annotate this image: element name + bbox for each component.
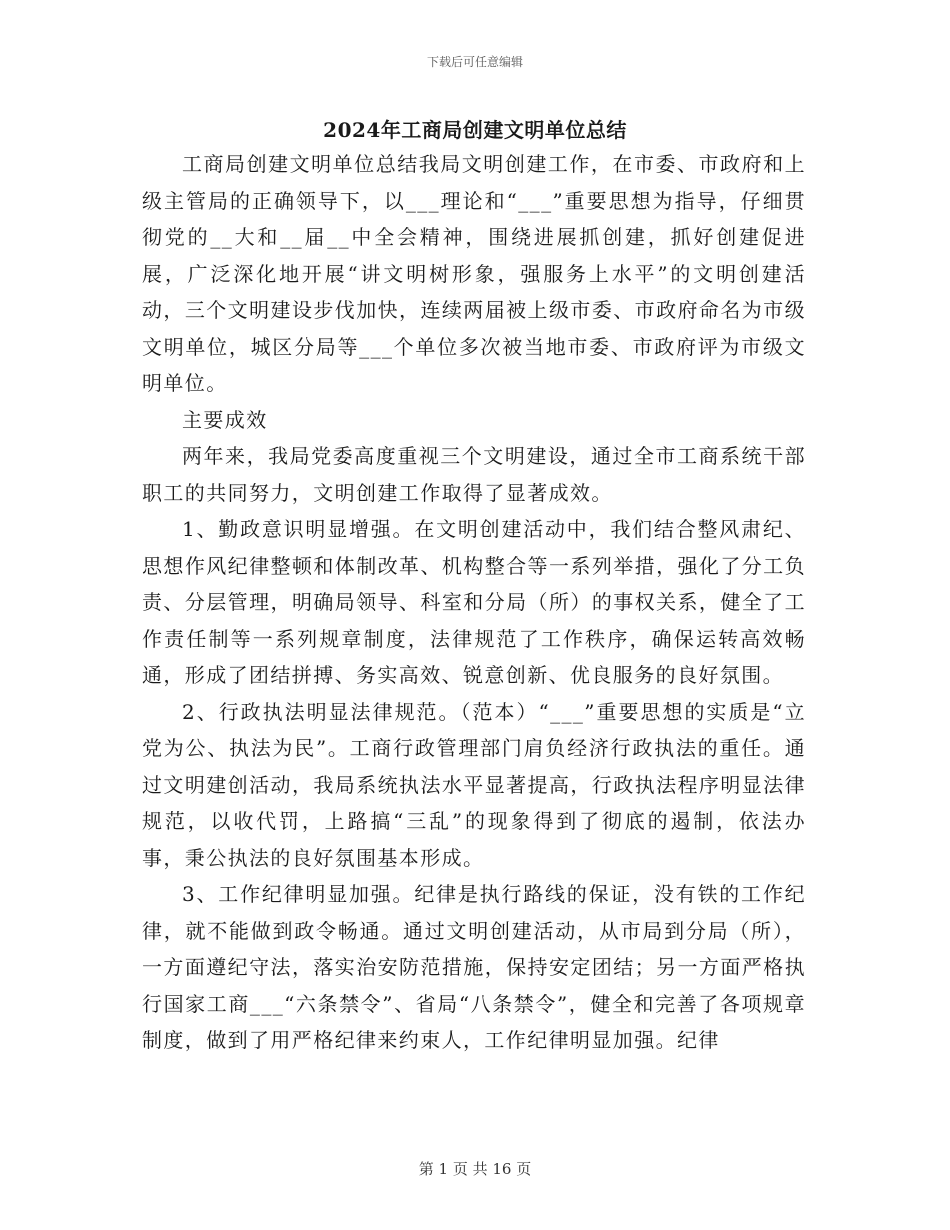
- paragraph-intro: 工商局创建文明单位总结我局文明创建工作，在市委、市政府和上级主管局的正确领导下，以___理论和“___”重要思想为指导，仔细贯彻党的__大和__届__中全会精神，围绕进展抓创建，抓好创建促进展，广泛深化地开展“讲文明树形象，强服务上水平”的文明创建活动，三个文明建设步伐加快，连续两届被上级市委、市政府命名为市级文明单位，城区分局等___个单位多次被当地市委、市政府评为市级文明单位。: [142, 152, 806, 395]
- document-title: 2024年工商局创建文明单位总结: [323, 118, 627, 142]
- paragraph-item-2: 2、行政执法明显法律规范。（范本）“___”重要思想的实质是“立党为公、执法为民”。工商行政管理部门肩负经济行政执法的重任。通过文明建创活动，我局系统执法水平显著提高，行政执法程序明显法律规范，以收代罚，上路搞“三乱”的现象得到了彻底的遏制，依法办事，秉公执法的良好氛围基本形成。: [142, 699, 806, 870]
- page-number: 第 1 页 共 16 页: [418, 1160, 532, 1178]
- header-note: 下载后可任意编辑: [426, 55, 523, 69]
- paragraph-overview: 两年来，我局党委高度重视三个文明建设，通过全市工商系统干部职工的共同努力，文明创建工作取得了显著成效。: [142, 444, 806, 505]
- paragraph-item-3: 3、工作纪律明显加强。纪律是执行路线的保证，没有铁的工作纪律，就不能做到政令畅通。通过文明创建活动，从市局到分局（所），一方面遵纪守法，落实治安防范措施，保持安定团结；另一方面严格执行国家工商___“六条禁令”、省局“八条禁令”，健全和完善了各项规章制度，做到了用严格纪律来约束人，工作纪律明显加强。纪律: [142, 882, 806, 1052]
- document-body: [142, 146, 806, 1059]
- paragraph-item-1: 1、勤政意识明显增强。在文明创建活动中，我们结合整风肃纪、思想作风纪律整顿和体制改革、机构整合等一系列举措，强化了分工负责、分层管理，明确局领导、科室和分局（所）的事权关系，健全了工作责任制等一系列规章制度，法律规范了工作秩序，确保运转高效畅通，形成了团结拼搏、务实高效、锐意创新、优良服务的良好氛围。: [142, 517, 806, 687]
- paragraph-section-heading: 主要成效: [182, 407, 268, 432]
